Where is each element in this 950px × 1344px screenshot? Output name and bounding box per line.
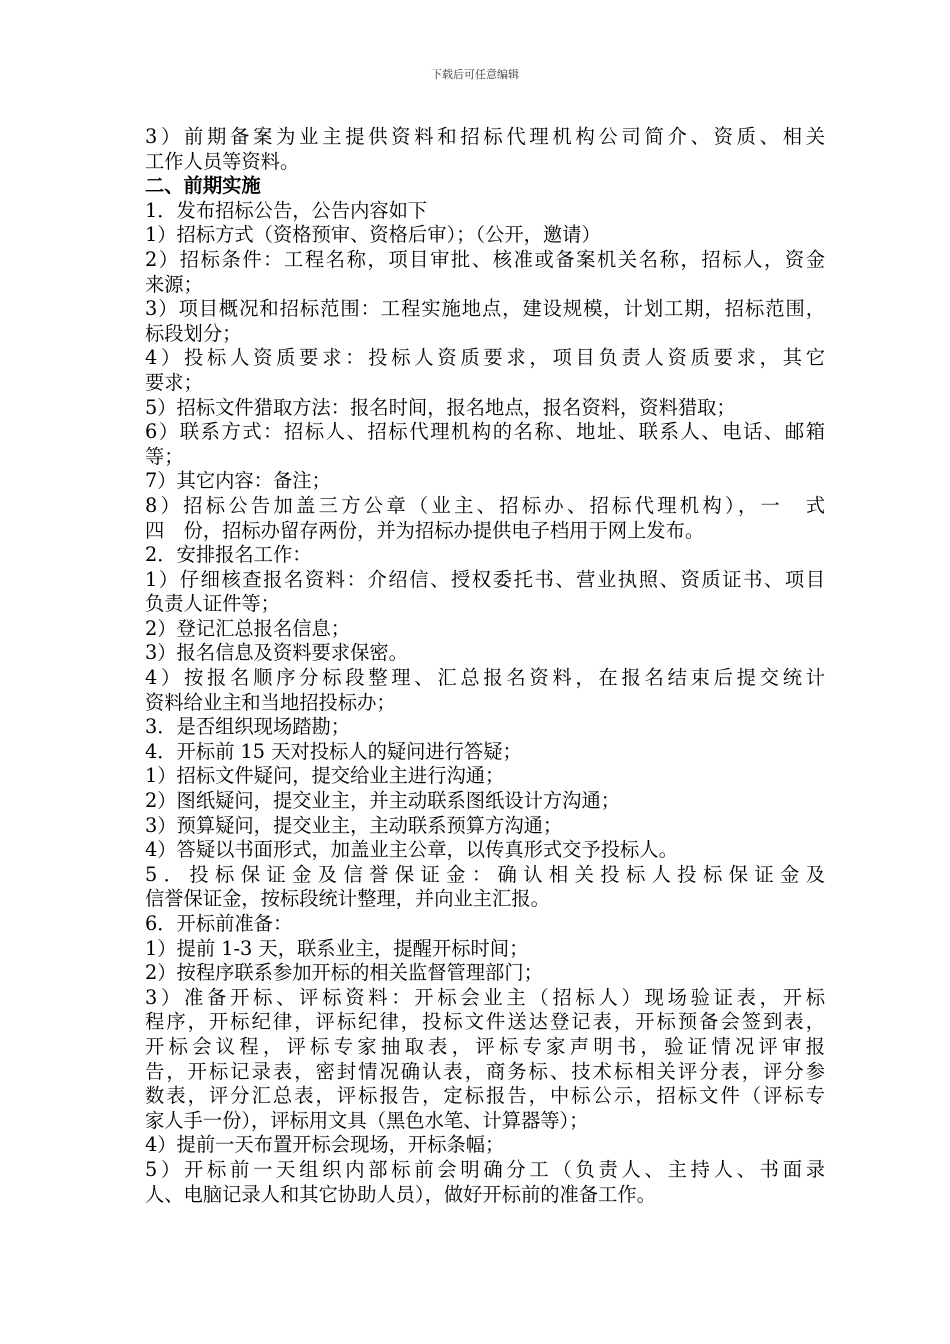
text-line: 1）提前 1-3 天，联系业主，提醒开标时间； xyxy=(145,936,529,960)
text-line: 4）按报名顺序分标段整理、汇总报名资料，在报名结束后提交统计 xyxy=(145,666,825,690)
text-line: 4）投标人资质要求：投标人资质要求，项目负责人资质要求，其它 xyxy=(145,346,825,370)
text-line: 资料给业主和当地招投标办； xyxy=(145,690,396,714)
text-line: 1）仔细核查报名资料：介绍信、授权委托书、营业执照、资质证书、项目 xyxy=(145,567,825,591)
text-line: 程序，开标纪律，评标纪律，投标文件送达登记表，开标预备会签到表， xyxy=(145,1010,825,1034)
text-line: 数表，评分汇总表，评标报告，定标报告，中标公示，招标文件（评标专 xyxy=(145,1084,825,1108)
text-line: 2）登记汇总报名信息； xyxy=(145,616,351,640)
text-line: 1）招标文件疑问，提交给业主进行沟通； xyxy=(145,764,505,788)
text-line: 3．是否组织现场踏勘； xyxy=(145,715,351,739)
text-line: 标段划分； xyxy=(145,321,242,345)
text-line: 3）项目概况和招标范围：工程实施地点，建设规模，计划工期，招标范围， xyxy=(145,297,825,321)
text-line: 家人手一份），评标用文具（黑色水笔、计算器等）； xyxy=(145,1108,589,1132)
text-line: 5．投标保证金及信誉保证金：确认相关投标人投标保证金及 xyxy=(145,862,825,886)
text-line: 4）答疑以书面形式，加盖业主公章，以传真形式交予投标人。 xyxy=(145,838,678,862)
text-line: 2）招标条件：工程名称，项目审批、核准或备案机关名称，招标人，资金 xyxy=(145,247,825,271)
page-header: 下载后可任意编辑 xyxy=(431,68,519,81)
text-line: 2）按程序联系参加开标的相关监督管理部门； xyxy=(145,961,543,985)
text-line: 等； xyxy=(145,444,184,468)
text-line: 8）招标公告加盖三方公章（业主、招标办、招标代理机构），一 式 xyxy=(145,493,825,517)
text-line: 3）报名信息及资料要求保密。 xyxy=(145,641,408,665)
text-line: 4）提前一天布置开标会现场，开标条幅； xyxy=(145,1133,505,1157)
text-line: 信誉保证金，按标段统计整理，并向业主汇报。 xyxy=(145,887,550,911)
text-line: 5）招标文件猎取方法：报名时间，报名地点，报名资料，资料猎取； xyxy=(145,395,736,419)
text-line: 6）联系方式：招标人、招标代理机构的名称、地址、联系人、电话、邮箱 xyxy=(145,420,825,444)
text-line: 2）图纸疑问，提交业主，并主动联系图纸设计方沟通； xyxy=(145,789,621,813)
text-line: 负责人证件等； xyxy=(145,592,280,616)
text-line: 5）开标前一天组织内部标前会明确分工（负责人、主持人、书面录 xyxy=(145,1157,825,1181)
text-line: 来源； xyxy=(145,272,203,296)
text-line: 6．开标前准备： xyxy=(145,912,293,935)
text-line: 要求； xyxy=(145,370,203,394)
text-line: 人、电脑记录人和其它协助人员），做好开标前的准备工作。 xyxy=(145,1182,656,1206)
text-line: 7）其它内容：备注； xyxy=(145,469,331,493)
text-line: 3）前期备案为业主提供资料和招标代理机构公司简介、资质、相关 xyxy=(145,125,825,148)
document-body xyxy=(145,125,825,1207)
text-line: 1）招标方式（资格预审、资格后审）；（公开，邀请） xyxy=(145,223,601,247)
section-heading: 二、前期实施 xyxy=(145,174,261,198)
text-line: 2．安排报名工作： xyxy=(145,543,312,567)
text-line: 4．开标前 15 天对投标人的疑问进行答疑； xyxy=(145,739,522,763)
text-line: 开标会议程，评标专家抽取表，评标专家声明书，验证情况评审报 xyxy=(145,1034,825,1058)
text-line: 1．发布招标公告，公告内容如下 xyxy=(145,198,428,222)
text-line: 3）预算疑问，提交业主，主动联系预算方沟通； xyxy=(145,813,563,837)
text-line: 四 份，招标办留存两份，并为招标办提供电子档用于网上发布。 xyxy=(145,518,705,542)
text-line: 告，开标记录表，密封情况确认表，商务标、技术标相关评分表，评分参 xyxy=(145,1059,825,1083)
text-line: 3）准备开标、评标资料：开标会业主（招标人）现场验证表，开标 xyxy=(145,985,825,1009)
text-line: 工作人员等资料。 xyxy=(145,149,300,173)
